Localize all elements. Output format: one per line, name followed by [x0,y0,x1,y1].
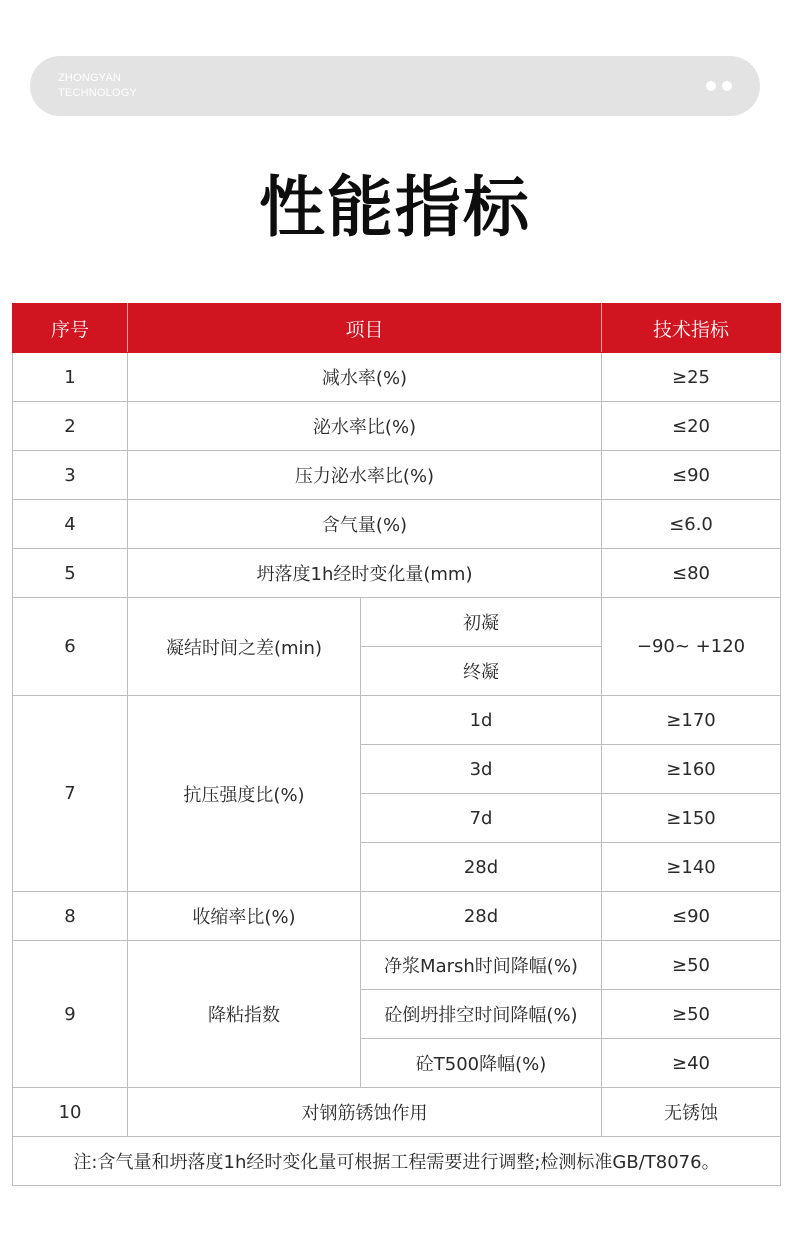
row-spec: ≥50 [602,941,781,990]
row-spec: ≥25 [602,353,781,402]
row-spec: ≤90 [602,451,781,500]
row-number: 3 [13,451,128,500]
row-number: 9 [13,941,128,1088]
row-item: 降粘指数 [128,941,361,1088]
table-row [13,402,781,451]
row-item: 泌水率比(%) [128,402,602,451]
brand-line-1: ZHONGYAN [58,72,122,84]
row-spec: ≤20 [602,402,781,451]
table-row [13,451,781,500]
row-spec: ≥170 [602,696,781,745]
row-number: 10 [13,1088,128,1137]
brand-logo-text [58,71,137,101]
row-subitem: 7d [361,794,602,843]
header-spec: 技术指标 [602,304,781,353]
row-spec: ≥50 [602,990,781,1039]
row-subitem: 1d [361,696,602,745]
table-header-row [13,304,781,353]
row-subitem: 砼倒坍排空时间降幅(%) [361,990,602,1039]
row-item: 减水率(%) [128,353,602,402]
table-row [13,549,781,598]
row-subitem: 砼T500降幅(%) [361,1039,602,1088]
row-number: 2 [13,402,128,451]
table-row [13,941,781,990]
table-row [13,1088,781,1137]
row-spec: ≥160 [602,745,781,794]
row-item: 含气量(%) [128,500,602,549]
row-spec: −90~ +120 [602,598,781,696]
table-note-row [13,1137,781,1186]
row-number: 8 [13,892,128,941]
row-spec: ≥150 [602,794,781,843]
row-number: 7 [13,696,128,892]
row-spec: ≤6.0 [602,500,781,549]
row-spec: ≥140 [602,843,781,892]
table-row [13,353,781,402]
header-item: 项目 [128,304,602,353]
row-spec: 无锈蚀 [602,1088,781,1137]
row-number: 4 [13,500,128,549]
row-spec: ≤80 [602,549,781,598]
row-number: 5 [13,549,128,598]
table-row [13,696,781,745]
table-row [13,598,781,647]
row-item: 凝结时间之差(min) [128,598,361,696]
brand-banner [30,56,760,116]
row-number: 1 [13,353,128,402]
row-item: 压力泌水率比(%) [128,451,602,500]
brand-line-2: TECHNOLOGY [58,87,138,99]
row-subitem: 初凝 [361,598,602,647]
row-item: 坍落度1h经时变化量(mm) [128,549,602,598]
dots-icon [706,81,732,91]
row-subitem: 28d [361,843,602,892]
table-note: 注:含气量和坍落度1h经时变化量可根据工程需要进行调整;检测标准GB/T8076。 [13,1137,781,1186]
row-subitem: 终凝 [361,647,602,696]
table-row [13,892,781,941]
header-index: 序号 [13,304,128,353]
page-title: 性能指标 [259,169,531,246]
row-subitem: 28d [361,892,602,941]
performance-table [12,303,781,1186]
row-item: 对钢筋锈蚀作用 [128,1088,602,1137]
row-item: 抗压强度比(%) [128,696,361,892]
row-spec: ≤90 [602,892,781,941]
table-row [13,500,781,549]
row-subitem: 3d [361,745,602,794]
row-subitem: 净浆Marsh时间降幅(%) [361,941,602,990]
row-spec: ≥40 [602,1039,781,1088]
row-number: 6 [13,598,128,696]
row-item: 收缩率比(%) [128,892,361,941]
